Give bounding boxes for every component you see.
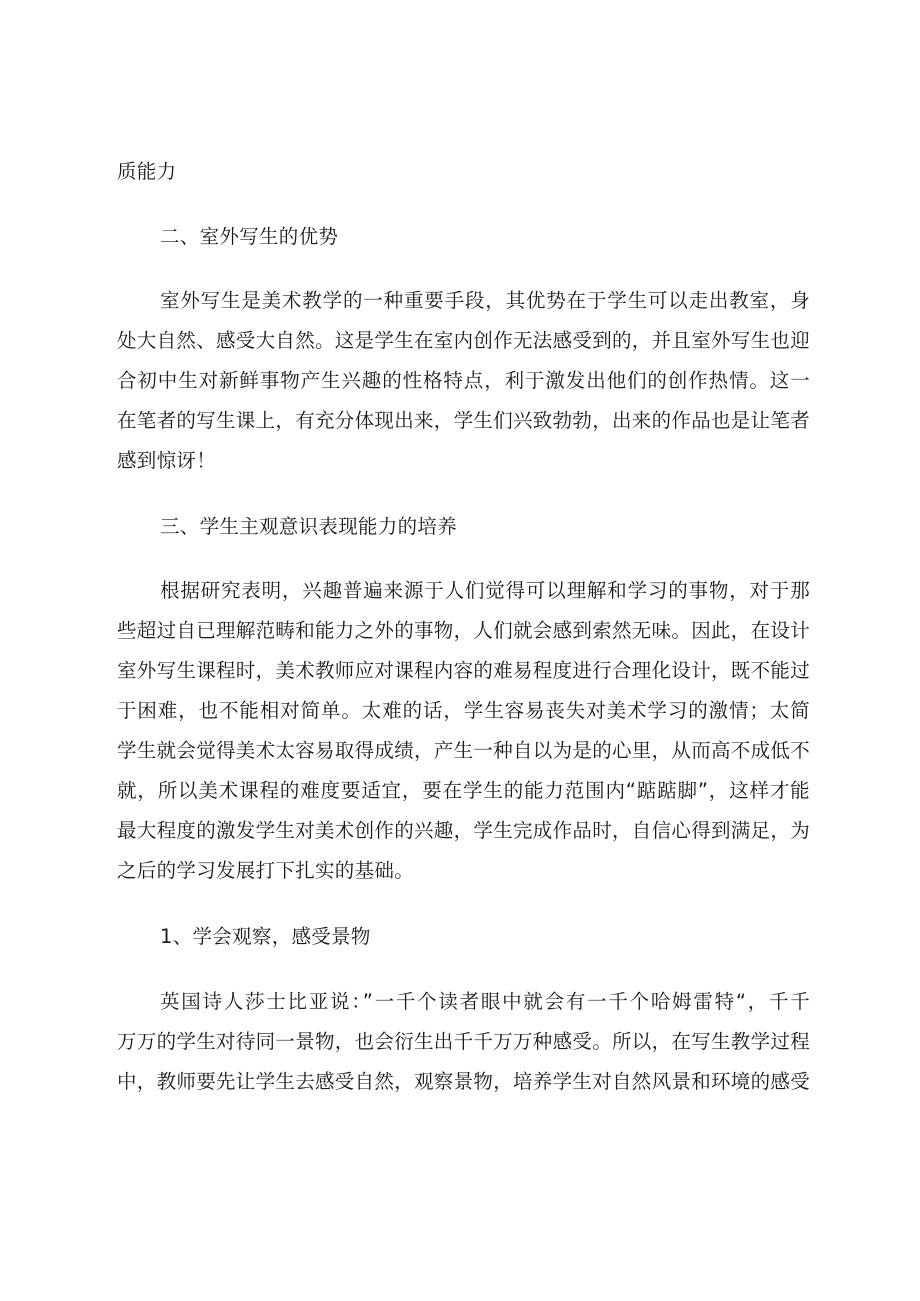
paragraph-line: 感到惊讶！ xyxy=(117,449,217,472)
paragraph-line: 中，教师要先让学生去感受自然，观察景物，培养学生对自然风景和环境的感受 xyxy=(117,1070,810,1093)
paragraph-line: 在笔者的写生课上，有充分体现出来，学生们兴致勃勃，出来的作品也是让笔者 xyxy=(117,409,810,432)
paragraph-line: 处大自然、感受大自然。这是学生在室内创作无法感受到的，并且室外写生也迎 xyxy=(117,329,810,352)
paragraph-line: 室外写生课程时，美术教师应对课程内容的难易程度进行合理化设计，既不能过 xyxy=(117,659,810,682)
paragraph-line: 于困难，也不能相对简单。太难的话，学生容易丧失对美术学习的激情；太简 xyxy=(117,699,810,722)
section-heading-3: 三、学生主观意识表现能力的培养 xyxy=(160,515,458,538)
paragraph-line: 最大程度的激发学生对美术创作的兴趣，学生完成作品时，自信心得到满足，为 xyxy=(117,819,810,842)
section-heading-2: 二、室外写生的优势 xyxy=(160,225,339,248)
paragraph-continuation: 质能力 xyxy=(117,160,177,183)
paragraph-line: 就，所以美术课程的难度要适宜，要在学生的能力范围内“踮踮脚”，这样才能 xyxy=(117,779,810,802)
paragraph-line: 万万的学生对待同一景物，也会衍生出千千万万种感受。所以，在写生教学过程 xyxy=(117,1030,810,1053)
paragraph-line: 英国诗人莎士比亚说：”一千个读者眼中就会有一千个哈姆雷特“，千千 xyxy=(160,990,810,1013)
paragraph-line: 室外写生是美术教学的一种重要手段，其优势在于学生可以走出教室，身 xyxy=(160,289,810,312)
paragraph-line: 合初中生对新鲜事物产生兴趣的性格特点，利于激发出他们的创作热情。这一 xyxy=(117,369,810,392)
paragraph-line: 之后的学习发展打下扎实的基础。 xyxy=(117,859,415,882)
subsection-heading-1: 1、学会观察，感受景物 xyxy=(160,925,371,948)
paragraph-line: 些超过自已理解范畴和能力之外的事物，人们就会感到索然无味。因此，在设计 xyxy=(117,619,810,642)
paragraph-line: 学生就会觉得美术太容易取得成绩，产生一种自以为是的心里，从而高不成低不 xyxy=(117,739,810,762)
paragraph-line: 根据研究表明，兴趣普遍来源于人们觉得可以理解和学习的事物，对于那 xyxy=(160,579,810,602)
